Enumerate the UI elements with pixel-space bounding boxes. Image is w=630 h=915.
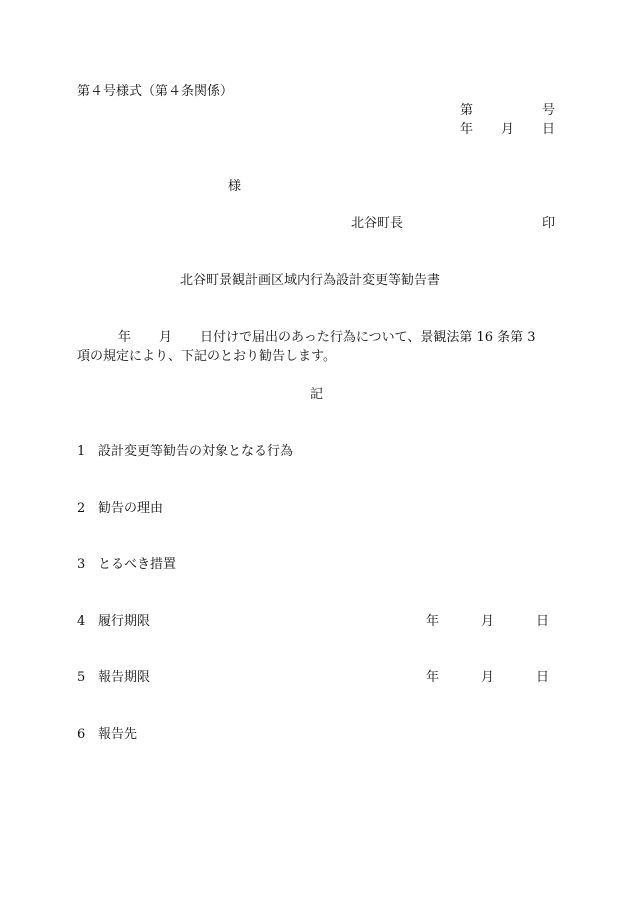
issuer-seal: 印	[542, 216, 556, 231]
body-month: 月	[159, 330, 173, 345]
item-5-day: 日	[536, 670, 550, 685]
date-header-year: 年	[460, 122, 474, 137]
issuer-name: 北谷町長	[351, 216, 404, 231]
item-2-number: 2	[77, 501, 86, 516]
date-header-month: 月	[501, 122, 515, 137]
item-5-year: 年	[426, 670, 440, 685]
item-4-number: 4	[77, 614, 86, 629]
item-5-number: 5	[77, 670, 86, 685]
item-4-month: 月	[481, 614, 495, 629]
item-1-number: 1	[77, 444, 86, 459]
item-2-label: 勧告の理由	[98, 501, 164, 516]
date-header-day: 日	[542, 122, 556, 137]
item-1-label: 設計変更等勧告の対象となる行為	[98, 444, 294, 459]
item-4-label: 履行期限	[98, 614, 151, 629]
body-line2: 項の規定により、下記のとおり勧告します。	[77, 349, 336, 364]
item-5-label: 報告期限	[98, 670, 151, 685]
doc-number-dai: 第	[460, 103, 474, 118]
doc-number-go: 号	[542, 103, 556, 118]
item-4-day: 日	[536, 614, 550, 629]
body-year: 年	[118, 330, 132, 345]
item-6-number: 6	[77, 727, 86, 742]
item-5-month: 月	[481, 670, 495, 685]
recipient-suffix: 様	[228, 179, 242, 194]
form-label: 第４号様式（第４条関係）	[77, 84, 234, 99]
item-4-year: 年	[426, 614, 440, 629]
item-6-label: 報告先	[98, 727, 138, 742]
document-title: 北谷町景観計画区域内行為設計変更等勧告書	[180, 273, 441, 288]
item-3-label: とるべき措置	[98, 557, 177, 572]
body-line1: 日付けで届出のあった行為について、景観法第 16 条第 3	[200, 330, 536, 345]
ki-heading: 記	[310, 387, 324, 402]
item-3-number: 3	[77, 557, 86, 572]
